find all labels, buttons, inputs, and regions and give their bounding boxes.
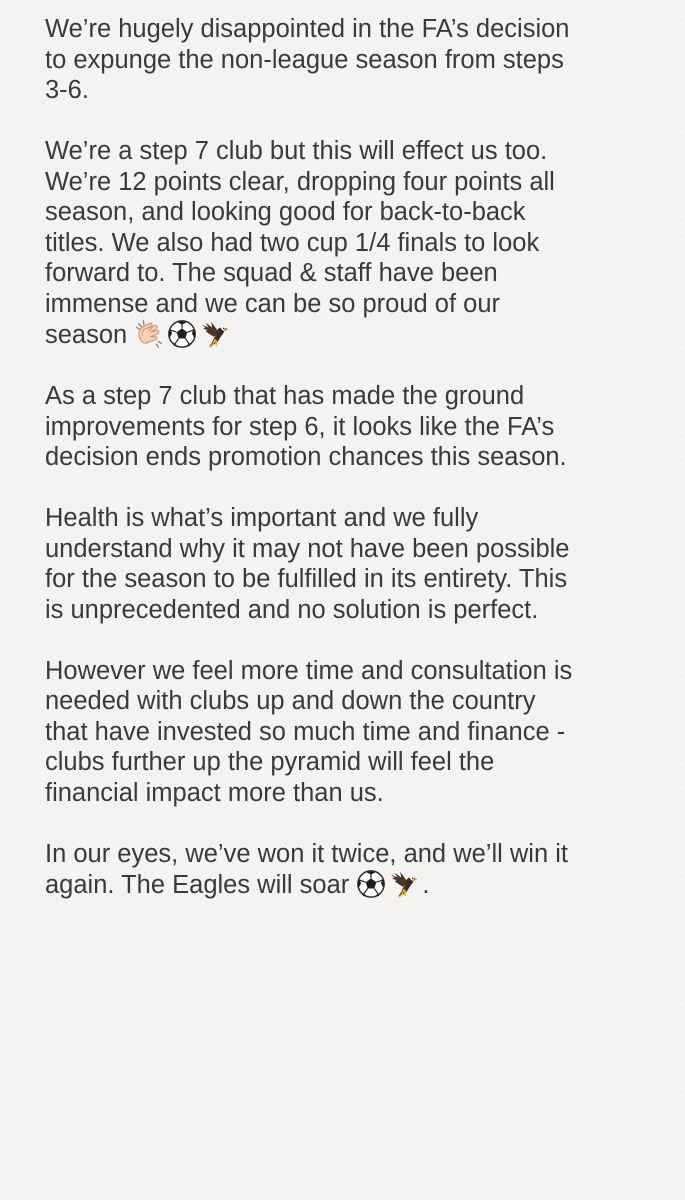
soccer-ball-icon: [167, 319, 197, 349]
note-line: immense and we can be so proud of our: [45, 289, 501, 318]
clapping-hands-icon: [134, 319, 164, 349]
paragraph-2: [45, 136, 665, 351]
note-line: forward to. The squad & staff have been: [45, 259, 498, 287]
note-line: improvements for step 6, it looks like the FA’s: [45, 412, 555, 441]
note-line: We’re 12 points clear, dropping four points all: [45, 167, 555, 196]
note-line: As a step 7 club that has made the ground: [45, 382, 525, 410]
note-line: financial impact more than us.: [45, 778, 384, 807]
note-line: titles. We also had two cup 1/4 finals to look: [45, 228, 540, 257]
note-line: is unprecedented and no solution is perfect.: [45, 595, 539, 624]
paragraph-6: [45, 839, 665, 901]
note-line: understand why it may not have been possible: [45, 534, 570, 563]
note-line-text: again. The Eagles will soar: [45, 871, 350, 899]
note-line: for the season to be fulfilled in its entirety. This: [45, 565, 568, 593]
note-line: needed with clubs up and down the country: [45, 687, 536, 715]
note-line: However we feel more time and consultation is: [45, 656, 573, 685]
note-line: decision ends promotion chances this season.: [45, 443, 567, 471]
note-line: We’re hugely disappointed in the FA’s decision: [45, 15, 570, 43]
note-line: 3-6.: [45, 76, 89, 104]
note-line: Health is what’s important and we fully: [45, 504, 479, 532]
note-line-with-emoji: [45, 869, 665, 901]
note-line: to expunge the non-league season from steps: [45, 45, 564, 74]
note-line-text: season: [45, 321, 128, 349]
note-line: season, and looking good for back-to-back: [45, 198, 526, 226]
soccer-ball-icon: [356, 869, 386, 899]
eagle-icon: [200, 319, 230, 349]
note-line: In our eyes, we’ve won it twice, and we’ll win it: [45, 839, 568, 868]
paragraph-1: [45, 14, 665, 106]
paragraph-3: [45, 381, 665, 473]
paragraph-4: [45, 503, 665, 625]
paragraph-5: [45, 656, 665, 809]
note-line-with-emoji: [45, 319, 665, 351]
note-line: clubs further up the pyramid will feel the: [45, 748, 495, 776]
note-line: that have invested so much time and finance -: [45, 717, 566, 746]
eagle-icon: [389, 869, 419, 899]
note-body: [45, 14, 665, 931]
note-line: We’re a step 7 club but this will effect us too.: [45, 137, 548, 165]
note-line-end: .: [422, 871, 430, 899]
